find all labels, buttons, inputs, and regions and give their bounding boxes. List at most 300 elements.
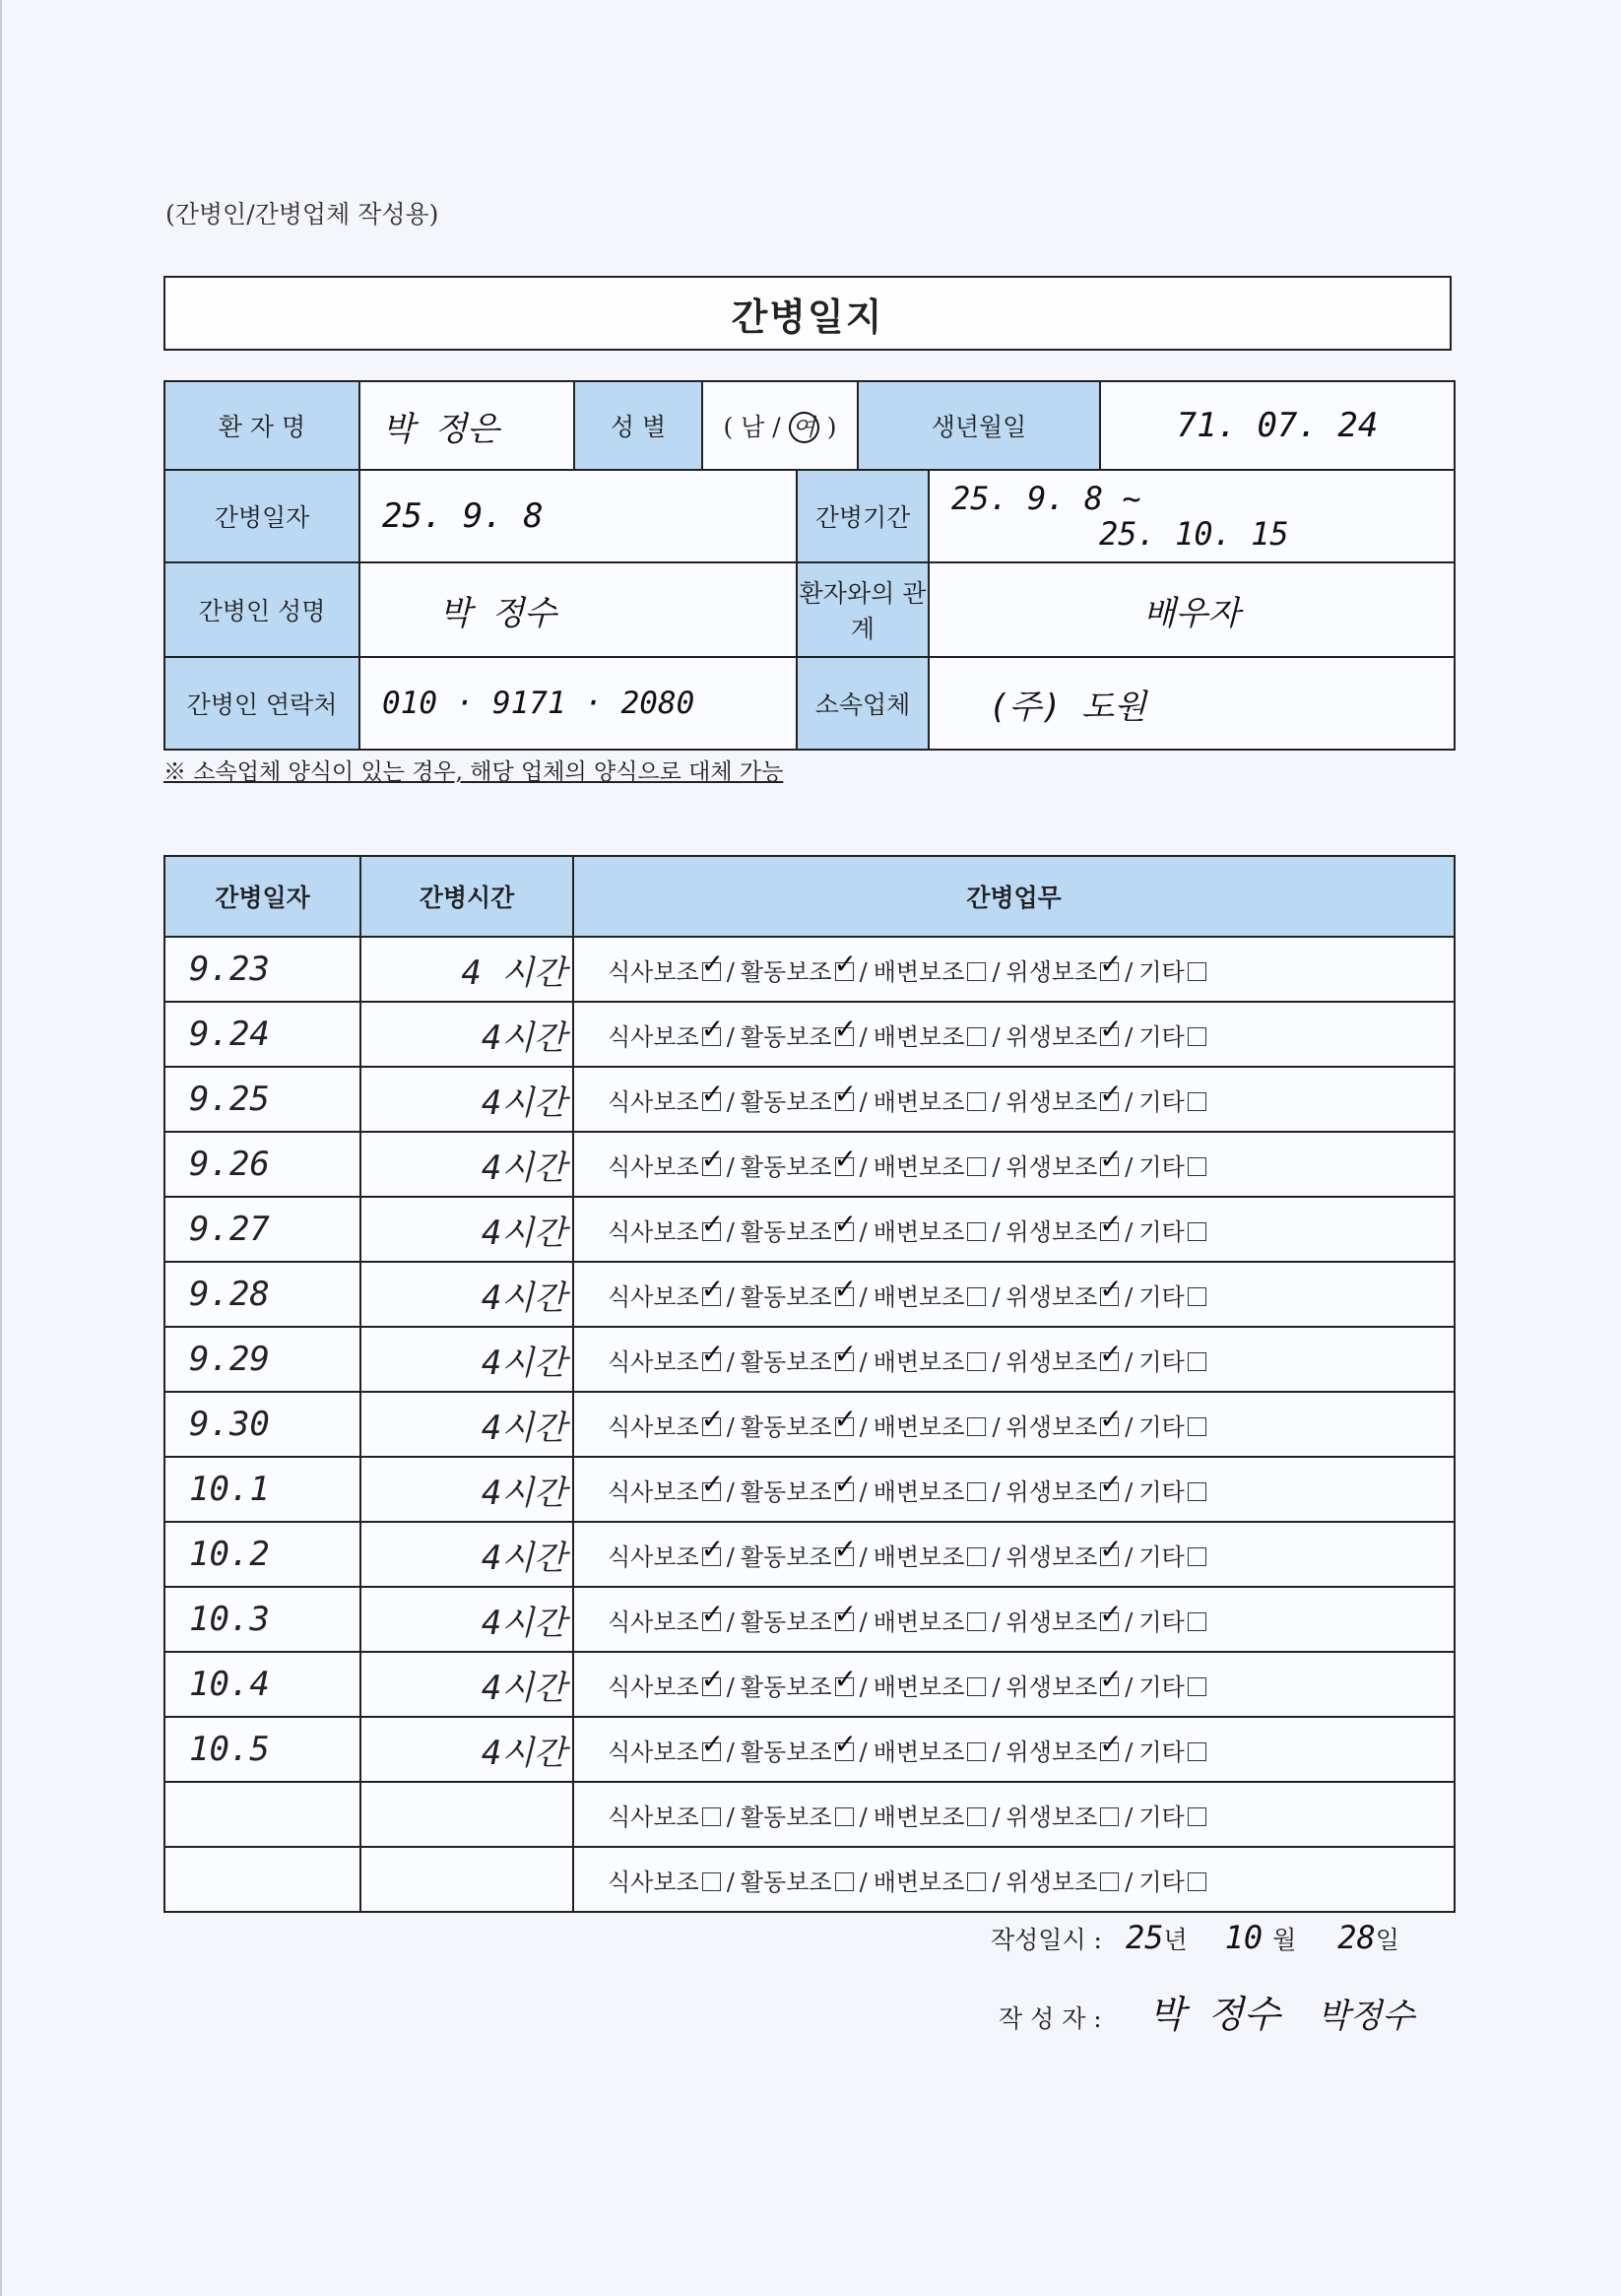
log-row [164,1132,1455,1197]
task-checkbox[interactable] [702,1742,721,1761]
task-checkbox[interactable] [835,1612,854,1631]
task-label: 기타 [1138,1152,1185,1181]
task-checkbox[interactable] [1100,1482,1119,1501]
task-label: 기타 [1138,1412,1185,1441]
log-date-cell[interactable]: 9.24 [164,1002,360,1067]
task-checkbox[interactable] [835,1027,854,1046]
task-separator: / [726,1022,735,1051]
task-separator: / [992,1607,1001,1636]
task-label: 식사보조 [608,957,699,986]
log-tasks-cell [573,1327,1455,1392]
task-separator: / [726,1152,735,1181]
log-hours-cell[interactable]: 4시간 [360,1132,573,1197]
task-checkbox[interactable] [967,1287,986,1306]
task-checkbox[interactable] [835,1742,854,1761]
task-label: 위생보조 [1005,1282,1098,1311]
task-label: 기타 [1138,1607,1185,1636]
log-date-cell[interactable] [164,1847,360,1912]
task-separator: / [859,1152,868,1181]
task-separator: / [992,1217,1001,1246]
task-separator: / [992,1087,1001,1116]
task-checkbox[interactable] [1188,1547,1206,1566]
task-separator: / [859,957,868,986]
log-date-cell[interactable]: 10.2 [164,1522,360,1587]
task-separator: / [726,1347,735,1376]
log-date-cell[interactable]: 10.5 [164,1717,360,1782]
task-checkbox[interactable] [702,1547,721,1566]
task-label: 활동보조 [740,1542,832,1571]
log-tasks-cell [573,1067,1455,1132]
task-checkbox[interactable] [1188,1742,1206,1761]
task-checkbox[interactable] [835,1222,854,1241]
task-checkbox[interactable] [967,1352,986,1371]
task-label: 위생보조 [1005,1477,1098,1506]
written-date-line [991,1919,1399,1956]
caregiver-name-field[interactable]: 박 정수 [359,562,797,657]
task-label: 기타 [1138,1738,1185,1766]
task-label: 위생보조 [1005,1542,1098,1571]
log-tasks-cell [573,1782,1455,1847]
task-checkbox[interactable] [1100,1742,1119,1761]
task-label: 식사보조 [608,1412,699,1441]
log-hours-cell[interactable]: 4시간 [360,1197,573,1262]
task-checkbox[interactable] [1100,1872,1119,1891]
task-checkbox[interactable] [1188,1612,1206,1631]
task-checkbox[interactable] [702,1612,721,1631]
task-label: 기타 [1138,1347,1185,1376]
log-date-cell[interactable]: 10.4 [164,1652,360,1717]
task-separator: / [1125,1412,1134,1441]
log-row [164,1652,1455,1717]
task-label: 식사보조 [608,1282,699,1311]
gender-open-text: ( 남 / [723,413,789,441]
task-separator: / [859,1868,868,1896]
year-unit: 년 [1163,1926,1188,1954]
task-checkbox[interactable] [1100,962,1119,981]
task-label: 배변보조 [873,1152,965,1181]
task-separator: / [992,1282,1001,1311]
task-separator: / [1125,957,1134,986]
task-separator: / [859,1673,868,1701]
task-separator: / [859,1738,868,1766]
patient-info-table [163,380,1456,751]
task-separator: / [992,1868,1001,1896]
task-label: 기타 [1138,1542,1185,1571]
log-row [164,1197,1455,1262]
log-date-cell[interactable]: 9.29 [164,1327,360,1392]
birth-field[interactable]: 71. 07. 24 [1100,381,1455,470]
task-label: 기타 [1138,1282,1185,1311]
task-label: 위생보조 [1005,1803,1098,1831]
task-label: 활동보조 [740,957,832,986]
task-checkbox[interactable] [835,1547,854,1566]
task-separator: / [1125,1738,1134,1766]
task-label: 배변보조 [873,1477,965,1506]
task-checkbox[interactable] [1188,1222,1206,1241]
task-checkbox[interactable] [702,1352,721,1371]
task-label: 위생보조 [1005,1087,1098,1116]
log-row [164,1782,1455,1847]
task-separator: / [992,1152,1001,1181]
log-row [164,937,1455,1002]
task-separator: / [1125,1868,1134,1896]
task-checkbox[interactable] [967,1222,986,1241]
task-separator: / [859,1347,868,1376]
task-checkbox[interactable] [1100,1547,1119,1566]
log-tasks-cell [573,1132,1455,1197]
log-date-cell[interactable]: 10.3 [164,1587,360,1652]
task-checkbox[interactable] [967,1742,986,1761]
task-checkbox[interactable] [702,1482,721,1501]
log-hours-cell[interactable] [360,1847,573,1912]
log-hours-cell[interactable] [360,1782,573,1847]
task-checkbox[interactable] [835,1482,854,1501]
task-label: 식사보조 [608,1738,699,1766]
task-checkbox[interactable] [967,1482,986,1501]
task-checkbox[interactable] [702,1807,721,1826]
relation-field[interactable]: 배우자 [929,562,1455,657]
task-label: 활동보조 [740,1803,832,1831]
task-checkbox[interactable] [835,1157,854,1176]
task-checkbox[interactable] [702,962,721,981]
task-separator: / [992,1673,1001,1701]
log-header-tasks: 간병업무 [573,856,1455,937]
task-label: 기타 [1138,1868,1185,1896]
task-separator: / [726,1217,735,1246]
task-separator: / [1125,1803,1134,1831]
task-separator: / [726,1412,735,1441]
task-label: 위생보조 [1005,1607,1098,1636]
task-separator: / [859,1803,868,1831]
task-label: 기타 [1138,957,1185,986]
care-period-label: 간병기간 [797,470,929,562]
task-checkbox[interactable] [835,1287,854,1306]
task-separator: / [992,1347,1001,1376]
log-tasks-cell [573,937,1455,1002]
log-hours-cell[interactable]: 4시간 [360,1327,573,1392]
task-label: 위생보조 [1005,1738,1098,1766]
task-label: 활동보조 [740,1217,832,1246]
day-unit: 일 [1375,1926,1399,1954]
task-label: 위생보조 [1005,1022,1098,1051]
task-label: 위생보조 [1005,1152,1098,1181]
relation-label: 환자와의 관계 [797,562,929,657]
document-title: 간병일지 [163,276,1452,351]
task-label: 배변보조 [873,1347,965,1376]
task-separator: / [1125,1607,1134,1636]
task-label: 위생보조 [1005,1412,1098,1441]
form-usage-note: (간병인/간병업체 작성용) [165,200,439,229]
task-separator: / [992,1803,1001,1831]
task-label: 기타 [1138,1673,1185,1701]
task-checkbox[interactable] [967,962,986,981]
task-label: 배변보조 [873,1217,965,1246]
task-separator: / [726,1542,735,1571]
task-separator: / [992,1022,1001,1051]
task-label: 기타 [1138,1087,1185,1116]
task-separator: / [992,1477,1001,1506]
task-separator: / [859,1022,868,1051]
task-label: 배변보조 [873,1087,965,1116]
contact-label: 간병인 연락처 [164,657,359,750]
task-label: 배변보조 [873,1673,965,1701]
log-hours-cell[interactable]: 4 시간 [360,937,573,1002]
task-label: 식사보조 [608,1152,699,1181]
task-checkbox[interactable] [1188,1352,1206,1371]
gender-field[interactable] [702,381,858,470]
birth-label: 생년월일 [858,381,1100,470]
task-label: 식사보조 [608,1673,699,1701]
task-checkbox[interactable] [1100,1027,1119,1046]
log-date-cell[interactable]: 9.26 [164,1132,360,1197]
log-hours-cell[interactable]: 4시간 [360,1652,573,1717]
task-separator: / [859,1412,868,1441]
patient-name-label: 환 자 명 [164,381,359,470]
task-label: 배변보조 [873,1868,965,1896]
log-hours-cell[interactable]: 4시간 [360,1522,573,1587]
task-separator: / [1125,1087,1134,1116]
task-checkbox[interactable] [1100,1352,1119,1371]
task-checkbox[interactable] [967,1612,986,1631]
log-date-cell[interactable]: 9.30 [164,1392,360,1457]
task-label: 위생보조 [1005,1673,1098,1701]
task-separator: / [1125,1152,1134,1181]
log-header-date: 간병일자 [164,856,360,937]
task-label: 활동보조 [740,1022,832,1051]
task-checkbox[interactable] [967,1547,986,1566]
task-checkbox[interactable] [702,1027,721,1046]
task-label: 활동보조 [740,1412,832,1441]
task-label: 식사보조 [608,1803,699,1831]
task-label: 활동보조 [740,1152,832,1181]
task-checkbox[interactable] [835,962,854,981]
task-label: 기타 [1138,1217,1185,1246]
task-label: 기타 [1138,1803,1185,1831]
gender-label: 성 별 [574,381,702,470]
task-checkbox[interactable] [1188,1872,1206,1891]
log-date-cell[interactable]: 9.25 [164,1067,360,1132]
task-label: 배변보조 [873,957,965,986]
care-log-table [163,855,1456,1913]
task-checkbox[interactable] [835,1352,854,1371]
log-date-cell[interactable]: 10.1 [164,1457,360,1522]
task-separator: / [992,1542,1001,1571]
log-date-cell[interactable] [164,1782,360,1847]
task-separator: / [726,1803,735,1831]
gender-close-text: ) [818,413,837,441]
task-label: 활동보조 [740,1477,832,1506]
care-date-label: 간병일자 [164,470,359,562]
task-checkbox[interactable] [1100,1677,1119,1696]
task-checkbox[interactable] [967,1872,986,1891]
task-separator: / [726,1868,735,1896]
log-tasks-cell [573,1847,1455,1912]
writer-label: 작 성 자 : [999,2004,1102,2033]
written-month[interactable]: 10 [1224,1919,1264,1956]
task-separator: / [1125,1217,1134,1246]
task-label: 배변보조 [873,1022,965,1051]
written-year[interactable]: 25 [1125,1919,1164,1956]
task-label: 배변보조 [873,1803,965,1831]
care-date-field[interactable]: 25. 9. 8 [359,470,797,562]
task-checkbox[interactable] [1100,1222,1119,1241]
log-row [164,1392,1455,1457]
task-separator: / [726,1673,735,1701]
task-label: 활동보조 [740,1282,832,1311]
task-separator: / [859,1217,868,1246]
task-checkbox[interactable] [967,1092,986,1111]
task-checkbox[interactable] [1188,1092,1206,1111]
task-label: 배변보조 [873,1738,965,1766]
task-checkbox[interactable] [1100,1612,1119,1631]
task-separator: / [859,1477,868,1506]
task-checkbox[interactable] [835,1092,854,1111]
task-checkbox[interactable] [835,1417,854,1436]
task-separator: / [1125,1282,1134,1311]
company-label: 소속업체 [797,657,929,750]
patient-name-field[interactable]: 박 정은 [359,381,574,470]
task-checkbox[interactable] [702,1092,721,1111]
task-checkbox[interactable] [967,1157,986,1176]
task-label: 식사보조 [608,1087,699,1116]
task-label: 배변보조 [873,1542,965,1571]
task-checkbox[interactable] [1100,1807,1119,1826]
task-separator: / [726,1087,735,1116]
form-substitution-notice: ※ 소속업체 양식이 있는 경우, 해당 업체의 양식으로 대체 가능 [163,759,784,785]
written-date-label: 작성일시 : [991,1926,1102,1954]
task-checkbox[interactable] [835,1807,854,1826]
task-separator: / [726,957,735,986]
task-checkbox[interactable] [702,1157,721,1176]
task-checkbox[interactable] [702,1417,721,1436]
task-label: 식사보조 [608,1607,699,1636]
care-period-end: 25. 10. 15 [1099,515,1289,553]
log-date-cell[interactable]: 9.28 [164,1262,360,1327]
month-unit: 월 [1272,1926,1297,1954]
contact-field[interactable]: 010 · 9171 · 2080 [359,657,797,750]
log-tasks-cell [573,1522,1455,1587]
task-separator: / [859,1607,868,1636]
task-label: 위생보조 [1005,957,1098,986]
task-label: 위생보조 [1005,1347,1098,1376]
task-separator: / [859,1542,868,1571]
writer-signature[interactable]: 박정수 [1317,1997,1415,2036]
task-checkbox[interactable] [1100,1157,1119,1176]
task-label: 배변보조 [873,1607,965,1636]
log-hours-cell[interactable]: 4시간 [360,1587,573,1652]
log-hours-cell[interactable]: 4시간 [360,1717,573,1782]
task-checkbox[interactable] [1100,1287,1119,1306]
task-separator: / [726,1607,735,1636]
task-separator: / [726,1738,735,1766]
task-separator: / [726,1477,735,1506]
task-checkbox[interactable] [1188,1417,1206,1436]
task-label: 활동보조 [740,1087,832,1116]
task-checkbox[interactable] [1100,1417,1119,1436]
log-row [164,1067,1455,1132]
log-row [164,1002,1455,1067]
task-label: 위생보조 [1005,1868,1098,1896]
gender-selected-mark: 여 [789,412,819,443]
log-date-cell[interactable]: 9.27 [164,1197,360,1262]
task-checkbox[interactable] [702,1287,721,1306]
task-checkbox[interactable] [1100,1092,1119,1111]
caregiver-name-label: 간병인 성명 [164,562,359,657]
log-hours-cell[interactable]: 4시간 [360,1392,573,1457]
task-separator: / [992,1412,1001,1441]
task-checkbox[interactable] [835,1677,854,1696]
task-label: 활동보조 [740,1738,832,1766]
task-separator: / [1125,1022,1134,1051]
task-label: 배변보조 [873,1282,965,1311]
task-checkbox[interactable] [1188,1807,1206,1826]
task-checkbox[interactable] [702,1222,721,1241]
task-label: 기타 [1138,1022,1185,1051]
log-row [164,1587,1455,1652]
log-row [164,1457,1455,1522]
task-checkbox[interactable] [1188,1482,1206,1501]
log-tasks-cell [573,1392,1455,1457]
task-label: 활동보조 [740,1868,832,1896]
task-label: 활동보조 [740,1347,832,1376]
task-checkbox[interactable] [1188,1287,1206,1306]
log-tasks-cell [573,1197,1455,1262]
task-checkbox[interactable] [967,1027,986,1046]
log-header-hours: 간병시간 [360,856,573,937]
task-label: 위생보조 [1005,1217,1098,1246]
task-checkbox[interactable] [835,1872,854,1891]
task-separator: / [1125,1673,1134,1701]
log-date-cell[interactable]: 9.23 [164,937,360,1002]
written-day[interactable]: 28 [1337,1919,1376,1956]
task-label: 활동보조 [740,1607,832,1636]
log-hours-cell[interactable]: 4시간 [360,1457,573,1522]
task-checkbox[interactable] [702,1872,721,1891]
log-row [164,1522,1455,1587]
company-field[interactable]: (주) 도원 [929,657,1455,750]
task-separator: / [1125,1542,1134,1571]
task-label: 배변보조 [873,1412,965,1441]
task-checkbox[interactable] [1188,1677,1206,1696]
task-checkbox[interactable] [967,1677,986,1696]
log-row [164,1717,1455,1782]
task-checkbox[interactable] [1188,962,1206,981]
task-checkbox[interactable] [967,1417,986,1436]
task-checkbox[interactable] [1188,1027,1206,1046]
task-separator: / [1125,1477,1134,1506]
writer-line [999,1984,1414,2038]
task-separator: / [859,1282,868,1311]
task-checkbox[interactable] [967,1807,986,1826]
log-tasks-cell [573,1652,1455,1717]
task-label: 식사보조 [608,1542,699,1571]
log-hours-cell[interactable]: 4시간 [360,1262,573,1327]
task-label: 활동보조 [740,1673,832,1701]
log-tasks-cell [573,1717,1455,1782]
log-hours-cell[interactable]: 4시간 [360,1067,573,1132]
task-checkbox[interactable] [702,1677,721,1696]
log-hours-cell[interactable]: 4시간 [360,1002,573,1067]
log-tasks-cell [573,1262,1455,1327]
task-label: 식사보조 [608,1347,699,1376]
log-tasks-cell [573,1587,1455,1652]
task-separator: / [726,1282,735,1311]
log-row [164,1262,1455,1327]
task-checkbox[interactable] [1188,1157,1206,1176]
care-period-field[interactable] [929,470,1455,562]
writer-name[interactable]: 박 정수 [1148,1993,1280,2036]
task-separator: / [992,1738,1001,1766]
